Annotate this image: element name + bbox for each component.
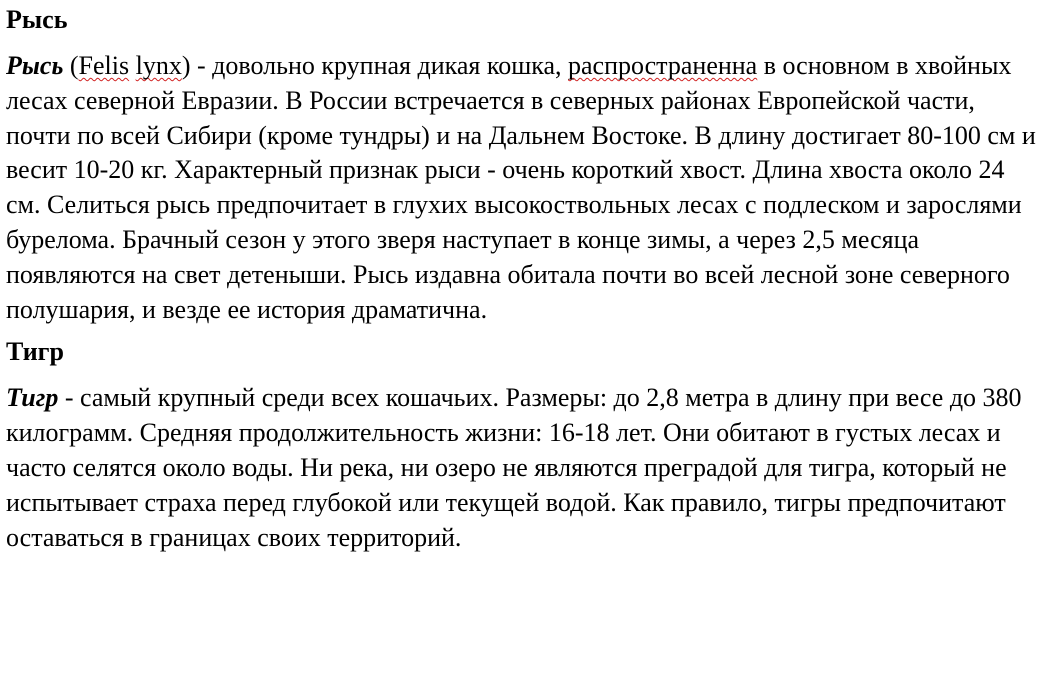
document-page	[0, 3, 1039, 684]
text-tiger-body: - самый крупный среди всех кошачьих. Размеры: до 2,8 метра в длину при весе до 380 килограмм. Средняя продолжительность жизни: 16-18 лет. Они обитают в густых лесах и часто селятся около воды. Ни река, ни озеро не являются преградой для тигра, который не испытывает страха перед глубокой или текущей водой. Как правило, тигры предпочитают оставаться в границах своих территорий.	[6, 383, 1022, 552]
text-after-latin: ) - довольно крупная дикая кошка,	[181, 51, 568, 80]
text-lynx-body: в основном в хвойных лесах северной Евразии. В России встречается в северных районах Европейской части, почти по всей Сибири (кроме тундры) и на Дальнем Востоке. В длину достигает 80-100 см и весит 10-20 кг. Характерный признак рыси - очень короткий хвост. Длина хвоста около 24 см. Селиться рысь предпочитает в глухих высокоствольных лесах с подлеском и зарослями бурелома. Брачный сезон у этого зверя наступает в конце зимы, а через 2,5 месяца появляются на свет детеныши. Рысь издавна обитала почти во всей лесной зоне северного полушария, и везде ее история драматична.	[6, 51, 1036, 324]
misspelled-word: распространенна	[568, 51, 758, 80]
paragraph-lynx	[6, 49, 1036, 327]
latin-word-lynx: lynx	[135, 51, 182, 80]
text-paren-open: (	[63, 51, 79, 80]
paragraph-tiger	[6, 381, 1036, 555]
section-heading-lynx: Рысь	[6, 5, 68, 34]
term-tiger: Тигр	[6, 383, 59, 413]
section-heading-tiger: Тигр	[6, 337, 64, 367]
latin-word-felis: Felis	[78, 51, 130, 80]
term-lynx: Рысь	[6, 51, 64, 80]
